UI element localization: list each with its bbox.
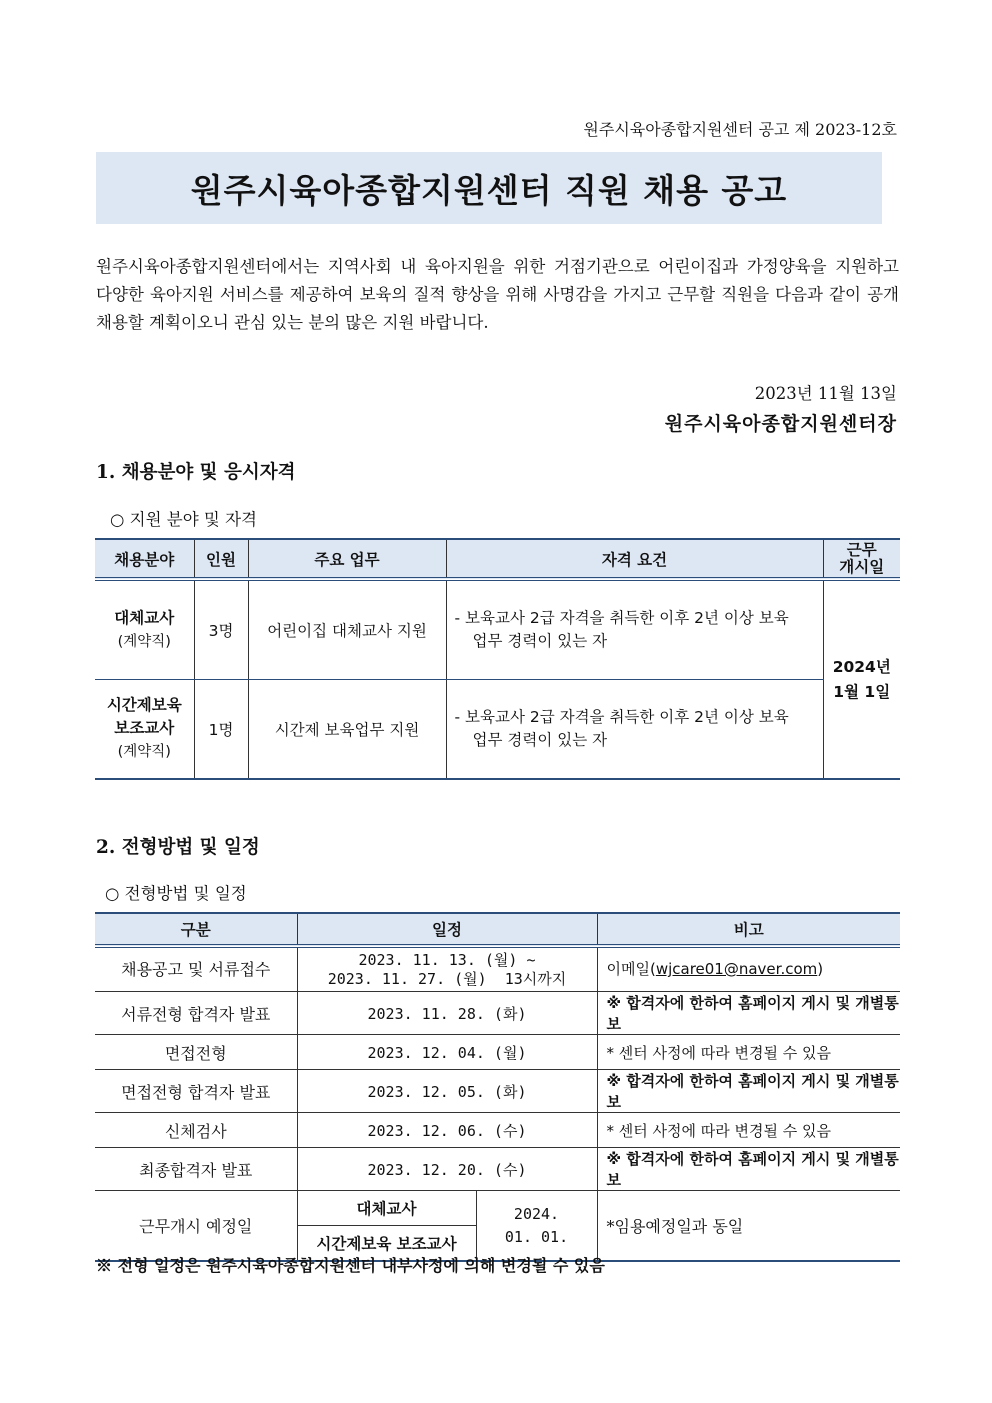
- header-category: 구분: [95, 913, 297, 946]
- footer-note: ※ 전형 일정은 원주시육아종합지원센터 내부사정에 의해 변경될 수 있음: [96, 1256, 605, 1275]
- schedule-table: [95, 912, 900, 1262]
- count-cell: 1명: [194, 680, 248, 780]
- header-field: 채용분야: [95, 539, 194, 579]
- header-qualification: 자격 요건: [446, 539, 823, 579]
- header-count: 인원: [194, 539, 248, 579]
- table-row: [95, 1070, 900, 1113]
- table-row: [95, 1035, 900, 1070]
- schedule-cell: 2023. 12. 06. (수): [297, 1113, 597, 1148]
- section-1-heading: 1. 채용분야 및 응시자격: [96, 462, 296, 483]
- issuer: 원주시육아종합지원센터장: [664, 413, 897, 435]
- category-cell: 면접전형 합격자 발표: [95, 1070, 297, 1113]
- qualification-cell: - 보육교사 2급 자격을 취득한 이후 2년 이상 보육 업무 경력이 있는 자: [446, 579, 823, 680]
- category-cell: 신체검사: [95, 1113, 297, 1148]
- note-cell: ※ 합격자에 한하여 홈페이지 게시 및 개별통보: [597, 1070, 900, 1113]
- schedule-cell: 2023. 12. 20. (수): [297, 1148, 597, 1191]
- notice-number: 원주시육아종합지원센터 공고 제 2023-12호: [583, 120, 897, 139]
- page-title: 원주시육아종합지원센터 직원 채용 공고: [190, 170, 788, 210]
- note-cell: * 센터 사정에 따라 변경될 수 있음: [597, 1113, 900, 1148]
- section-2-subheading: ○ 전형방법 및 일정: [105, 884, 247, 903]
- field-cell: 대체교사 (계약직): [95, 579, 194, 680]
- schedule-cell: 2023. 12. 04. (월): [297, 1035, 597, 1070]
- category-cell: 면접전형: [95, 1035, 297, 1070]
- schedule-cell: 2023. 11. 28. (화): [297, 992, 597, 1035]
- recruitment-table: [95, 538, 900, 780]
- note-cell: ※ 합격자에 한하여 홈페이지 게시 및 개별통보: [597, 1148, 900, 1191]
- category-cell: 근무개시 예정일: [95, 1191, 297, 1262]
- field-cell: 시간제보육 보조교사 (계약직): [95, 680, 194, 780]
- table-row: [95, 946, 900, 992]
- header-duty: 주요 업무: [248, 539, 446, 579]
- table-row: [95, 1191, 900, 1226]
- note-cell: *임용예정일과 동일: [597, 1191, 900, 1262]
- note-cell: * 센터 사정에 따라 변경될 수 있음: [597, 1035, 900, 1070]
- table-row: [95, 1113, 900, 1148]
- note-cell: ※ 합격자에 한하여 홈페이지 게시 및 개별통보: [597, 992, 900, 1035]
- header-schedule: 일정: [297, 913, 597, 946]
- table-row: [95, 680, 900, 780]
- header-start-date: 근무 개시일: [823, 539, 900, 579]
- category-cell: 서류전형 합격자 발표: [95, 992, 297, 1035]
- category-cell: 채용공고 및 서류접수: [95, 946, 297, 992]
- header-note: 비고: [597, 913, 900, 946]
- count-cell: 3명: [194, 579, 248, 680]
- email-link[interactable]: wjcare01@naver.com: [655, 960, 818, 978]
- role-cell: 대체교사: [297, 1191, 476, 1226]
- title-banner: [96, 152, 882, 224]
- section-1-subheading: ○ 지원 분야 및 자격: [110, 510, 257, 529]
- section-2-heading: 2. 전형방법 및 일정: [96, 837, 260, 858]
- qualification-cell: - 보육교사 2급 자격을 취득한 이후 2년 이상 보육 업무 경력이 있는 자: [446, 680, 823, 780]
- category-cell: 최종합격자 발표: [95, 1148, 297, 1191]
- schedule-cell: 2023. 12. 05. (화): [297, 1070, 597, 1113]
- note-cell: 이메일(wjcare01@naver.com): [597, 946, 900, 992]
- start-date-cell: 2024년 1월 1일: [823, 579, 900, 779]
- table-row: [95, 579, 900, 680]
- table-row: [95, 1148, 900, 1191]
- table-row: [95, 992, 900, 1035]
- duty-cell: 어린이집 대체교사 지원: [248, 579, 446, 680]
- schedule-cell: 2023. 11. 13. (월) ~ 2023. 11. 27. (월) 13시까지: [297, 946, 597, 992]
- role-cell: 시간제보육 보조교사: [297, 1226, 476, 1262]
- work-start-date-cell: 2024. 01. 01.: [476, 1191, 597, 1262]
- announcement-date: 2023년 11월 13일: [754, 384, 897, 403]
- duty-cell: 시간제 보육업무 지원: [248, 680, 446, 780]
- intro-paragraph: 원주시육아종합지원센터에서는 지역사회 내 육아지원을 위한 거점기관으로 어린이집과 가정양육을 지원하고 다양한 육아지원 서비스를 제공하여 보육의 질적 향상을 위해 사명감을 가지고 근무할 직원을 다음과 같이 공개 채용할 계획이오니 관심 있는 분의 많은 지원 바랍니다.: [96, 257, 899, 332]
